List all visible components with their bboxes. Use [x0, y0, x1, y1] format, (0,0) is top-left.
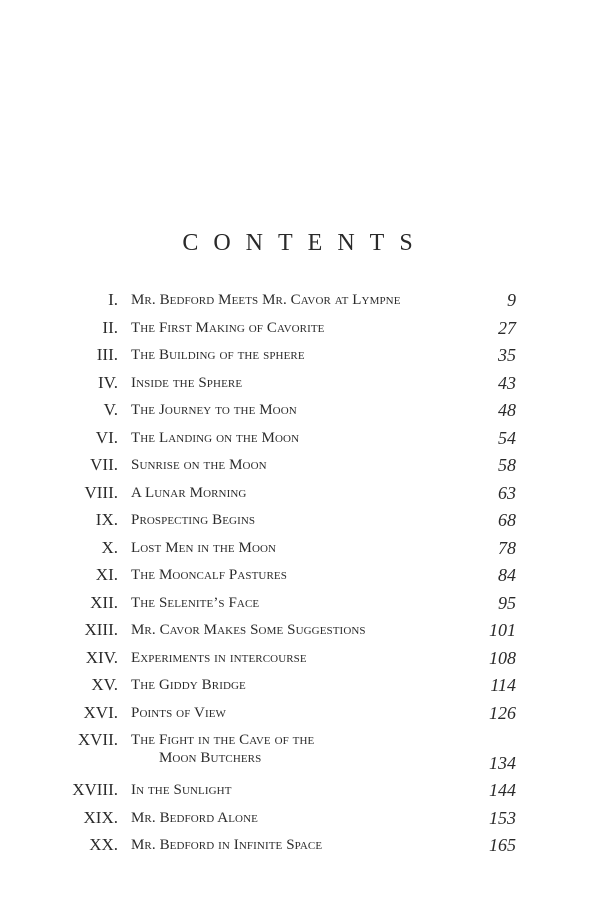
- page-number: 108: [489, 647, 516, 668]
- toc-entry: [0, 563, 596, 591]
- chapter-number: XIX.: [83, 807, 118, 827]
- toc-entry: [0, 371, 596, 399]
- toc-entry: [0, 536, 596, 564]
- toc-entry: [0, 778, 596, 806]
- toc-entry: [0, 343, 596, 371]
- chapter-number: X.: [101, 537, 118, 557]
- page-number: 126: [489, 702, 516, 723]
- chapter-number: XIV.: [85, 647, 118, 667]
- page-number: 43: [498, 372, 516, 393]
- chapter-title: Mr. Bedford Meets Mr. Cavor at Lympne: [131, 292, 401, 308]
- chapter-number: IX.: [95, 510, 118, 529]
- page-number: 153: [489, 807, 516, 828]
- chapter-title: The Landing on the Moon: [131, 429, 300, 446]
- page-number: 63: [498, 482, 516, 503]
- table-of-contents: [0, 288, 596, 861]
- toc-entry: [0, 618, 596, 646]
- chapter-number: III.: [96, 345, 118, 364]
- toc-entry: [0, 673, 596, 701]
- chapter-number: VIII.: [84, 482, 118, 502]
- chapter-number: XII.: [90, 592, 118, 612]
- toc-entry: [0, 833, 596, 861]
- page-number: 84: [498, 565, 516, 585]
- chapter-title: Inside the Sphere: [131, 374, 243, 391]
- chapter-title: Mr. Bedford in Infinite Space: [131, 837, 323, 853]
- toc-entry: [0, 481, 596, 509]
- toc-entry: [0, 426, 596, 454]
- page-number: 27: [498, 317, 516, 338]
- page-number: 35: [498, 345, 516, 365]
- toc-entry: [0, 806, 596, 834]
- chapter-title: Points of View: [131, 704, 227, 721]
- page-number: 114: [490, 675, 516, 695]
- chapter-number: XI.: [95, 565, 118, 584]
- chapter-number: XVI.: [83, 702, 118, 722]
- toc-entry: [0, 646, 596, 674]
- chapter-title: Sunrise on the Moon: [131, 457, 267, 473]
- chapter-title: The Journey to the Moon: [131, 402, 297, 418]
- chapter-title: In the Sunlight: [131, 782, 232, 798]
- chapter-title-line2: Moon Butchers: [159, 750, 262, 766]
- chapter-number: XVIII.: [72, 780, 118, 799]
- chapter-title: The Mooncalf Pastures: [131, 567, 287, 583]
- page-number: 78: [498, 537, 516, 558]
- chapter-title: The First Making of Cavorite: [131, 319, 325, 336]
- chapter-title: Prospecting Begins: [131, 512, 256, 528]
- toc-entry: [0, 728, 596, 778]
- chapter-title-line1: The Fight in the Cave of the: [131, 732, 315, 748]
- chapter-title: The Selenite’s Face: [131, 594, 260, 611]
- chapter-title: The Giddy Bridge: [131, 677, 246, 693]
- page-number: 68: [498, 510, 516, 530]
- chapter-title: Lost Men in the Moon: [131, 539, 277, 556]
- chapter-number: IV.: [98, 372, 118, 392]
- chapter-title: [131, 732, 314, 767]
- page-number: 9: [507, 290, 516, 310]
- chapter-number: XV.: [91, 675, 118, 694]
- page-number: 134: [489, 753, 516, 773]
- chapter-number: V.: [103, 400, 118, 419]
- toc-entry: [0, 591, 596, 619]
- chapter-title: The Building of the sphere: [131, 347, 305, 363]
- toc-entry: [0, 453, 596, 481]
- chapter-title: A Lunar Morning: [131, 484, 247, 501]
- chapter-number: XX.: [89, 835, 118, 854]
- toc-entry: [0, 316, 596, 344]
- chapter-number: VII.: [90, 455, 118, 474]
- page-number: 58: [498, 455, 516, 475]
- page-number: 48: [498, 400, 516, 420]
- toc-entry: [0, 701, 596, 729]
- page-number: 95: [498, 592, 516, 613]
- page-number: 144: [489, 780, 516, 800]
- toc-entry: [0, 288, 596, 316]
- chapter-title: Mr. Bedford Alone: [131, 809, 258, 826]
- toc-entry: [0, 398, 596, 426]
- page-title: CONTENTS: [182, 230, 428, 256]
- chapter-number: XVII.: [77, 730, 118, 749]
- page-number: 54: [498, 427, 516, 448]
- chapter-number: VI.: [95, 427, 118, 447]
- chapter-title: Experiments in intercourse: [131, 649, 307, 666]
- page-number: 101: [489, 620, 516, 640]
- chapter-number: II.: [102, 317, 118, 337]
- chapter-title: Mr. Cavor Makes Some Suggestions: [131, 622, 366, 638]
- page-number: 165: [489, 835, 516, 855]
- chapter-number: I.: [108, 290, 118, 309]
- toc-entry: [0, 508, 596, 536]
- chapter-number: XIII.: [84, 620, 118, 639]
